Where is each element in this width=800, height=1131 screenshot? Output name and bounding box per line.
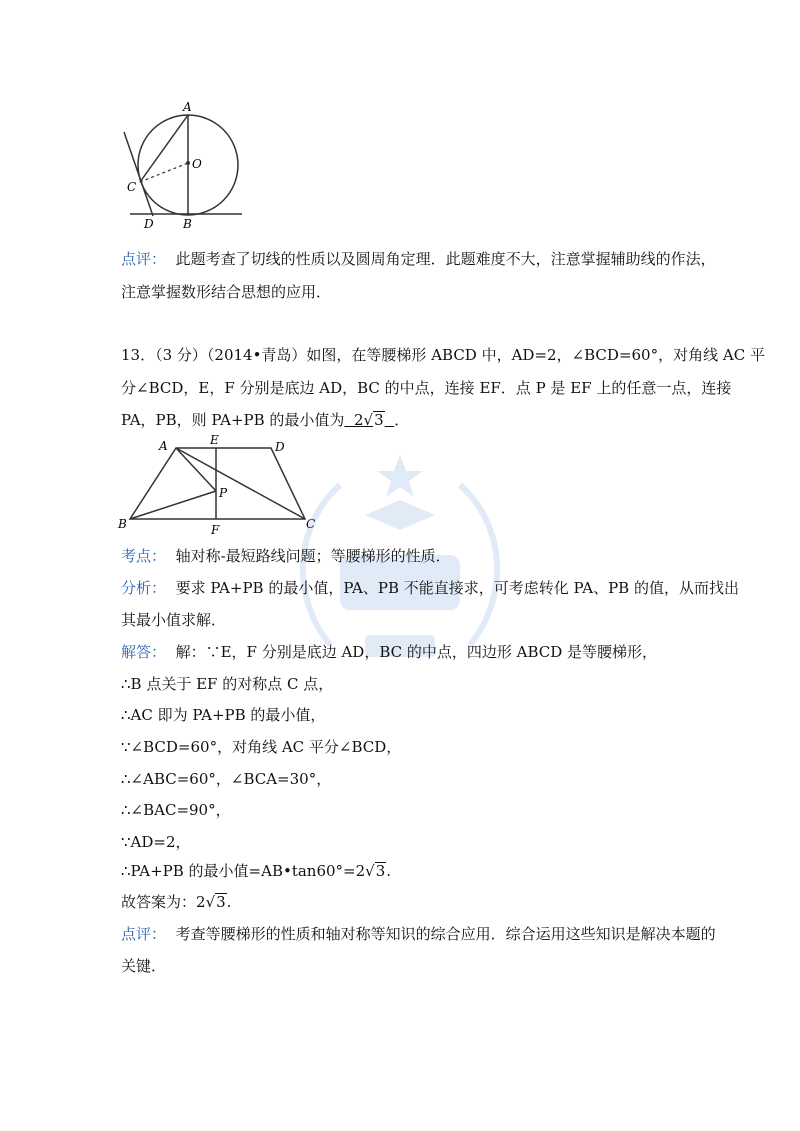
jieda-line9-radicand: 3 (216, 893, 226, 911)
jieda-line9-prefix: 故答案为： (121, 893, 197, 911)
label-d: D (144, 217, 154, 231)
jieda-text: 解：∵E，F 分别是底边 AD，BC 的中点，四边形 ABCD 是等腰梯形， (175, 643, 658, 661)
q13-line2: 分∠BCD，E，F 分别是底边 AD，BC 的中点，连接 EF．点 P 是 EF 上的任意一点，连接 (121, 379, 732, 397)
answer-radicand: 3 (374, 411, 384, 429)
answer-coef: 2 (353, 411, 364, 429)
label-b: B (118, 517, 127, 531)
jieda-tag: 解答： (121, 643, 167, 661)
star-icon (377, 455, 423, 497)
circle-tangent-figure (112, 98, 252, 238)
laurel-right (460, 485, 497, 645)
jieda-line5: ∴∠ABC=60°，∠BCA=30°， (121, 770, 332, 788)
kaodian-tag: 考点： (121, 547, 167, 565)
jieda-line8: ∴PA+PB 的最小值=AB•tan60°=2√3. (121, 862, 392, 880)
answer-blank: 2√3 (353, 411, 384, 429)
jieda-line9-suffix: . (226, 893, 232, 911)
tangent-line-dc (124, 132, 153, 216)
segment-pa (176, 448, 216, 491)
label-p: P (219, 486, 228, 500)
review2-text: 考查等腰梯形的性质和轴对称等知识的综合应用．综合运用这些知识是解决本题的 (175, 925, 716, 943)
q13-line1: 13．（3 分）（2014•青岛）如图，在等腰梯形 ABCD 中，AD=2，∠BCD=60°，对角线 AC 平 (121, 346, 765, 364)
jieda-line8-prefix: ∴PA+PB 的最小值=AB•tan60°= (121, 862, 356, 880)
review-text: 此题考查了切线的性质以及圆周角定理．此题难度不大，注意掌握辅助线的作法， (175, 250, 716, 268)
graduation-cap-icon (365, 500, 435, 530)
label-c: C (127, 180, 137, 194)
label-d: D (275, 440, 285, 454)
jieda-line6: ∴∠BAC=90°， (121, 801, 231, 819)
jieda-line2: ∴B 点关于 EF 的对称点 C 点， (121, 675, 334, 693)
jieda-line3: ∴AC 即为 PA+PB 的最小值， (121, 706, 326, 724)
jieda-line9: 故答案为：2√3. (121, 893, 232, 911)
q13-suffix: ． (394, 411, 410, 429)
label-a: A (183, 100, 192, 114)
segment-pb (130, 491, 216, 519)
review1-line1 (121, 249, 716, 269)
kaodian-text: 轴对称-最短路线问题；等腰梯形的性质． (175, 547, 451, 565)
review2-line1 (121, 924, 716, 944)
watermark-logo (270, 445, 530, 705)
label-f: F (211, 523, 220, 537)
fenxi-text: 要求 PA+PB 的最小值，PA、PB 不能直接求，可考虑转化 PA、PB 的值，从而找出 (175, 579, 739, 597)
label-a: A (159, 439, 168, 453)
review2-line2: 关键． (121, 957, 167, 975)
label-o: O (192, 157, 202, 171)
label-c: C (306, 517, 316, 531)
q13-prefix: PA，PB，则 PA+PB 的最小值为 (121, 411, 345, 429)
jieda-line7: ∵AD=2， (121, 833, 191, 851)
review1-line2: 注意掌握数形结合思想的应用． (121, 283, 332, 301)
review2-tag: 点评： (121, 925, 167, 943)
jieda-line8-suffix: . (386, 862, 392, 880)
review-tag: 点评： (121, 250, 167, 268)
jieda-line9-coef: 2 (196, 893, 206, 911)
jieda-line8-radicand: 3 (375, 862, 386, 880)
label-b: B (183, 217, 192, 231)
fenxi-line1 (121, 578, 739, 598)
q13-line3 (121, 410, 409, 430)
jieda-line4: ∵∠BCD=60°，对角线 AC 平分∠BCD， (121, 738, 402, 756)
fenxi-tag: 分析： (121, 579, 167, 597)
label-e: E (210, 434, 219, 447)
center-point (186, 161, 190, 165)
jieda-line8-coef: 2 (355, 862, 366, 880)
fenxi-line2: 其最小值求解． (121, 611, 227, 629)
kaodian-line (121, 546, 451, 566)
jieda-line1 (121, 642, 657, 662)
